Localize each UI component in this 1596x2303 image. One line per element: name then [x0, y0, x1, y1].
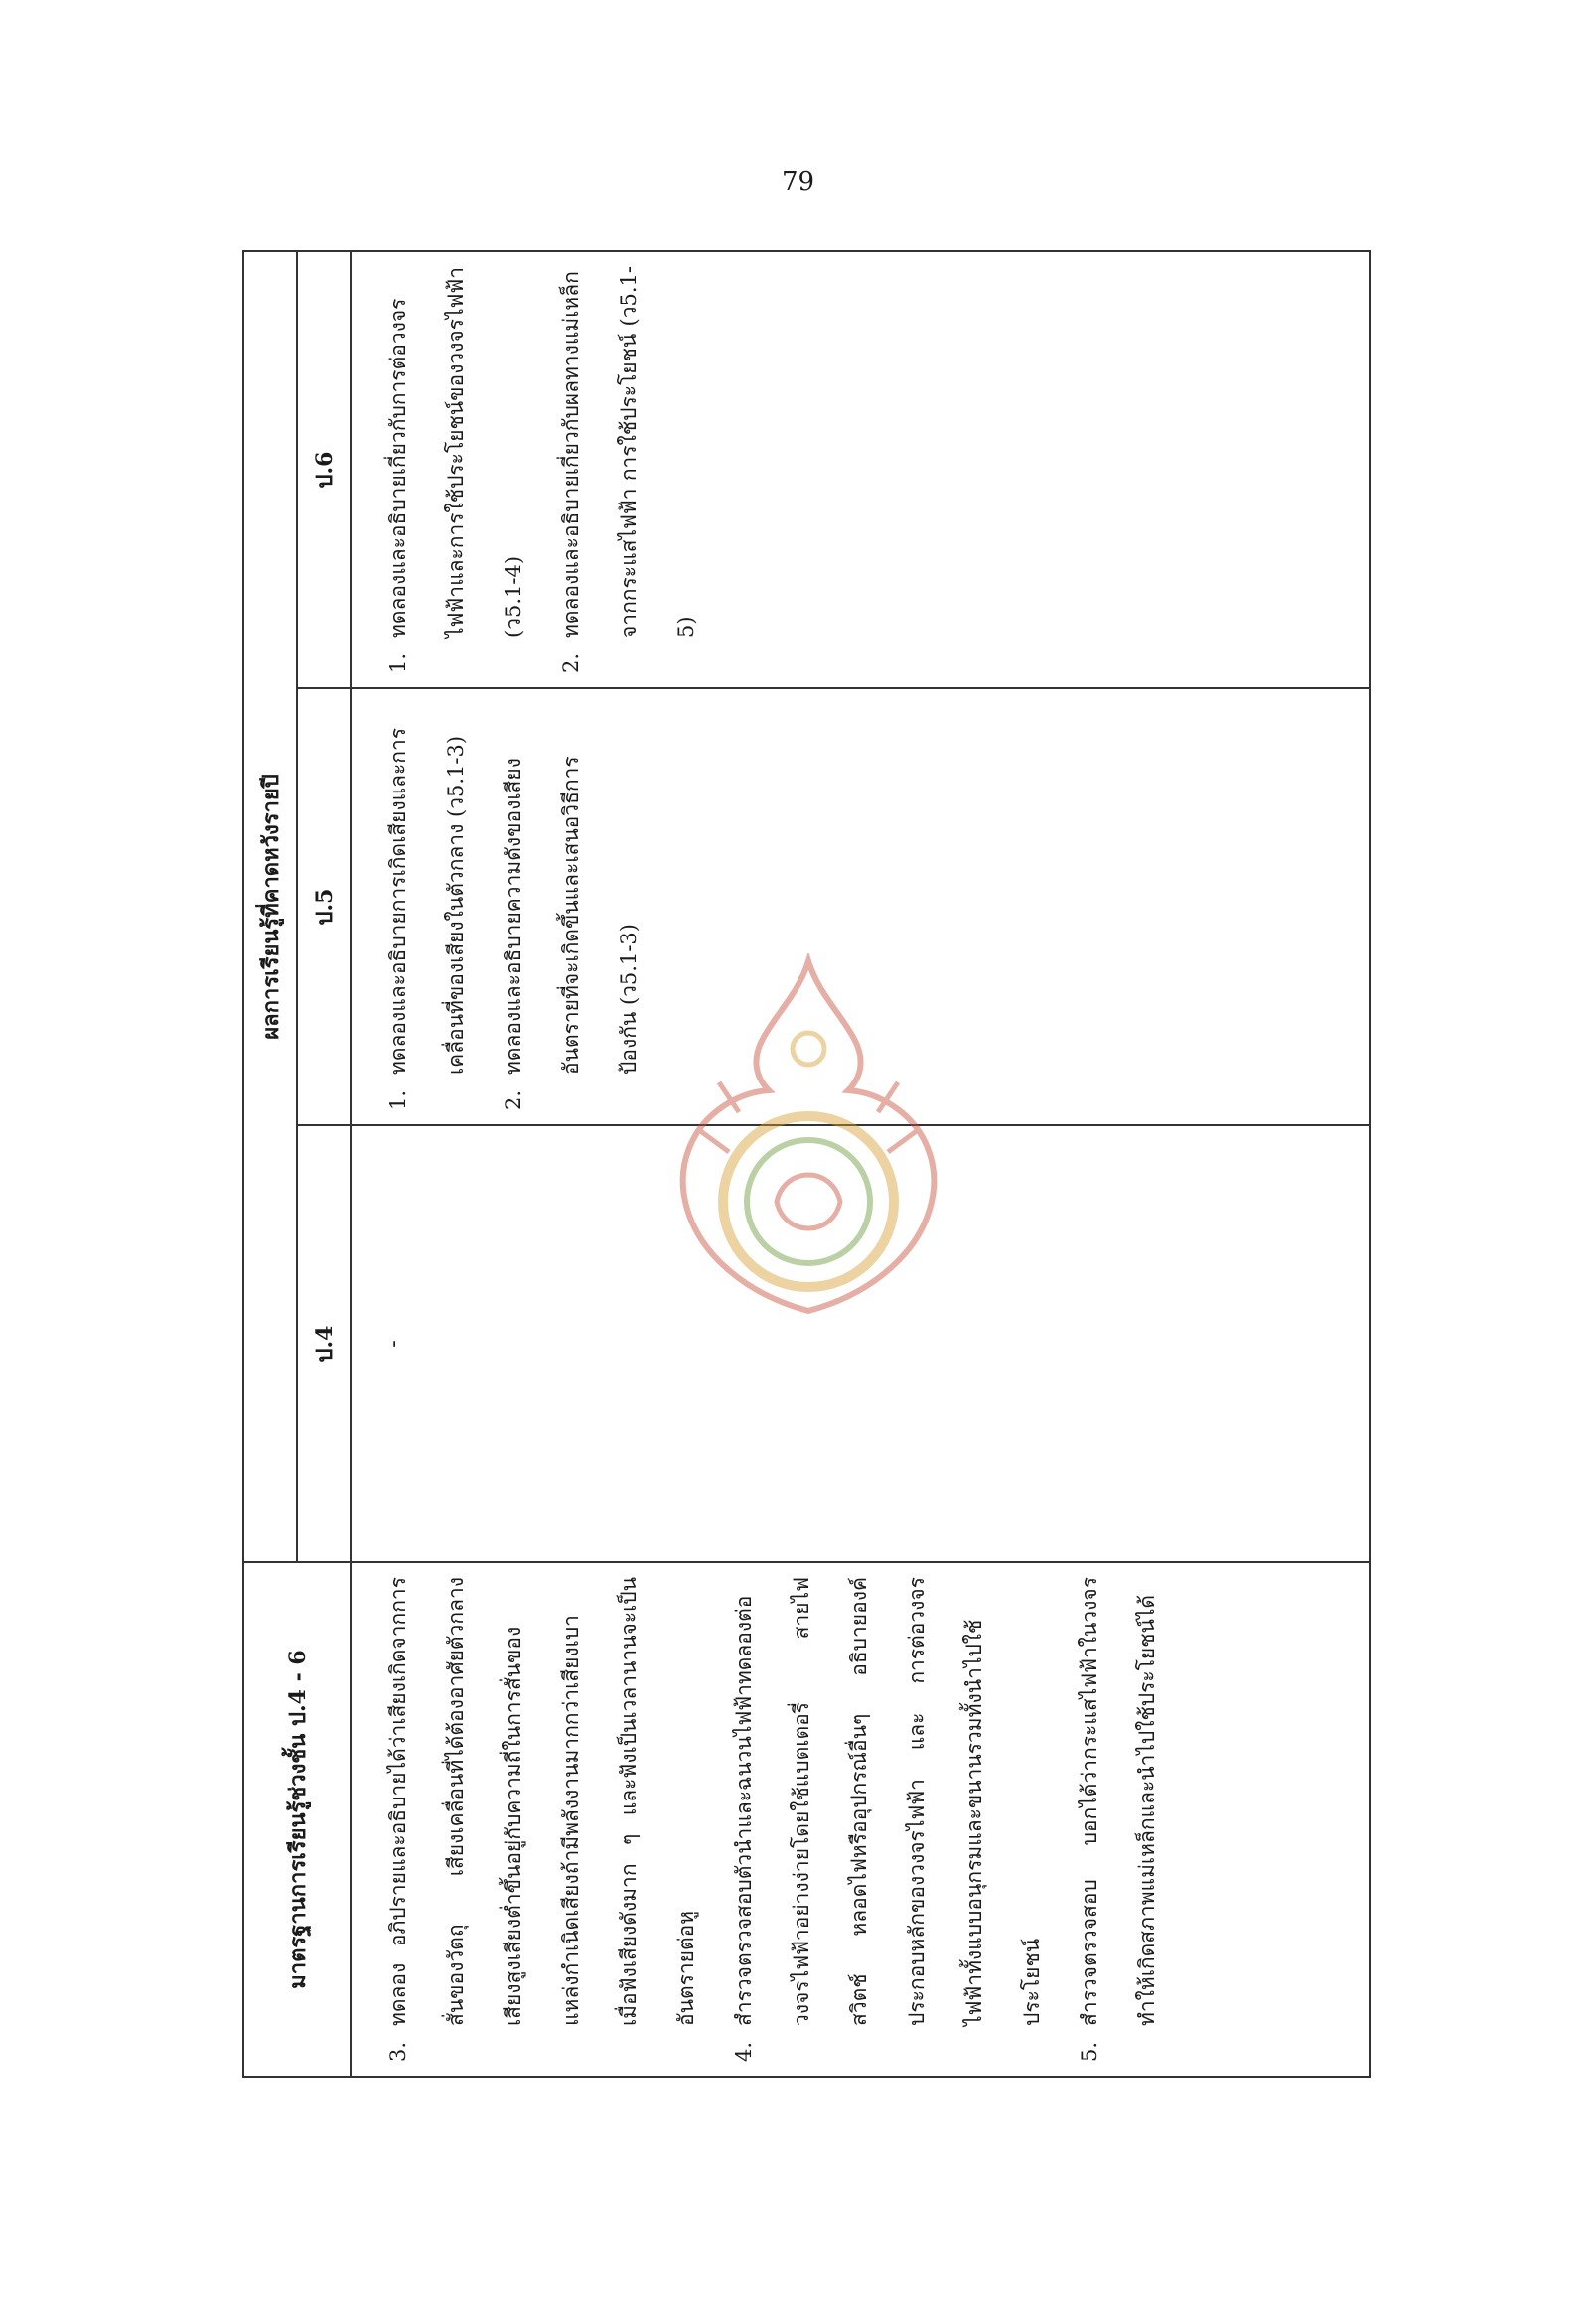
item-number: 5. — [1078, 2041, 1101, 2062]
item-number: 2. — [502, 1089, 525, 1110]
item-text: ทดลองและอธิบายเกี่ยวกับการต่อวงจรไฟฟ้าและการใช้ประโยชน์ของวงจรไฟฟ้า (ว5.1-4) — [386, 266, 525, 638]
p5-item — [485, 703, 657, 1110]
standard-item — [1061, 1577, 1176, 2062]
group-header: ผลการเรียนรู้ที่คาดหวังรายปี — [243, 251, 297, 1562]
p6-cell — [351, 251, 1370, 688]
item-text: ทดลอง อภิปรายและอธิบายได้ว่าเสียงเกิดจากการสั่นของวัตถุ เสียงเคลื่อนที่ได้ต้องอาศัยตัวกลาง เสียงสูงเสียงต่ำขึ้นอยู่กับความถี่ในการสั่นของแหล่งกำเนิดเสียงถ้ามีพลังงานมากกว่าเสียงเบา เมื่อฟังเสียงดังมาก ๆ และฟังเป็นเวลานานจะเป็นอันตรายต่อหู — [386, 1577, 698, 2026]
item-text: ทดลองและอธิบายการเกิดเสียงและการเคลื่อนที่ของเสียงในตัวกลาง (ว5.1-3) — [386, 727, 468, 1075]
item-number: 2. — [559, 652, 583, 673]
item-text: ทดลองและอธิบายความดังของเสียงอันตรายที่จะเกิดขึ้นและเสนอวิธีการป้องกัน (ว5.1-3) — [502, 756, 641, 1075]
item-number: 1. — [386, 652, 410, 673]
standards-cell — [351, 1562, 1370, 2077]
page-number: 79 — [781, 167, 815, 197]
p4-dash: - — [381, 1340, 406, 1348]
p6-item — [542, 266, 715, 673]
p6-item — [369, 266, 542, 673]
item-text: สำรวจตรวจสอบตัวนำและฉนวนไฟฟ้าทดลองต่อวงจรไฟฟ้าอย่างง่ายโดยใช้แบตเตอรี่ สายไฟ สวิตช์ หลอดไฟหรืออุปกรณ์อื่นๆ อธิบายองค์ประกอบหลักของวงจรไฟฟ้า และ การต่อวงจรไฟฟ้าทั้งแบบอนุกรมและขนานรวมทั้งนำไปใช้ประโยชน์ — [732, 1577, 1044, 2026]
item-number: 3. — [386, 2041, 410, 2062]
item-text: ทดลองและอธิบายเกี่ยวกับผลทางแม่เหล็กจากกระแสไฟฟ้า การใช้ประโยชน์ (ว5.1-5) — [559, 266, 698, 638]
grade-header-p5: ป.5 — [297, 688, 351, 1125]
emblem-watermark-icon — [659, 953, 957, 1319]
standard-item — [715, 1577, 1061, 2062]
standard-item — [369, 1577, 715, 2062]
col1-header: มาตรฐานการเรียนรู้ช่วงชั้น ป.4 - 6 — [243, 1562, 351, 2077]
grade-header-p6: ป.6 — [297, 251, 351, 688]
p5-item — [369, 703, 485, 1110]
item-text: สำรวจตรวจสอบ บอกได้ว่ากระแสไฟฟ้าในวงจรทำให้เกิดสภาพแม่เหล็กและนำไปใช้ประโยชน์ได้ — [1078, 1577, 1159, 2026]
grade-header-p4: ป.4 — [297, 1125, 351, 1562]
item-number: 1. — [386, 1089, 410, 1110]
item-number: 4. — [732, 2041, 756, 2062]
